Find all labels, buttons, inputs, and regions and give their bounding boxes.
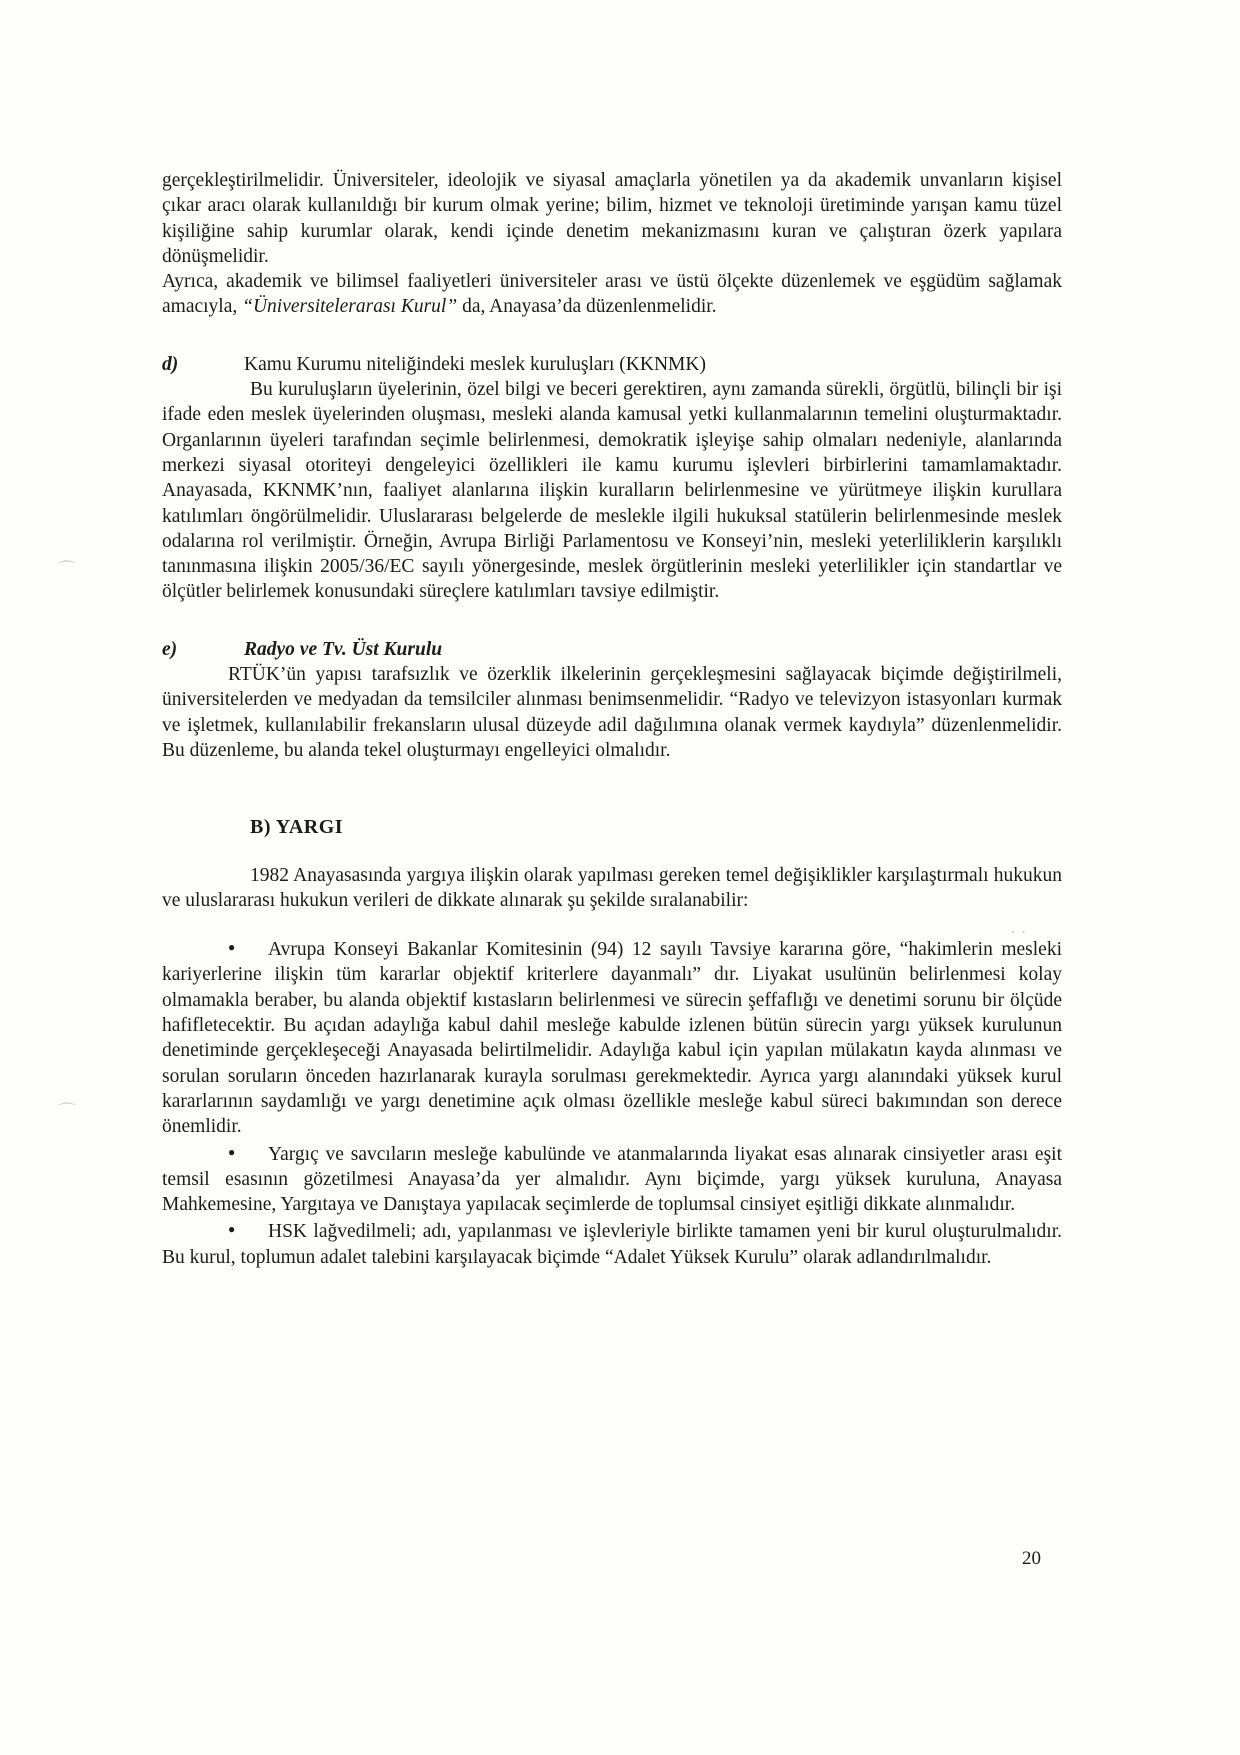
intro-paragraph-2 <box>162 269 1062 320</box>
section-b-heading: B) YARGI <box>250 816 344 839</box>
section-d-letter: d) <box>162 353 179 375</box>
intro-text-b: da, Anayasa’da düzenlenmelidir. <box>457 296 717 318</box>
intro-text-a: Ayrıca, akademik ve bilimsel faaliyetleri üniversiteler arası ve üstü ölçekte düzenlemek ve eşgüdüm sağlamak amacıyla, <box>162 271 1062 318</box>
list-item-text: Avrupa Konseyi Bakanlar Komitesinin (94) 12 sayılı Tavsiye kararına göre, “hakimlerin mesleki kariyerlerine ilişkin tüm kararlar objektif kriterlere dayanmalı” dır. Liyakat usulünün belirlenmesi kolay olmamakla beraber, bu alanda objektif kıstasların belirlenmesi ve sürecin şeffaflığı ve denetimi sorunu bir ölçüde hafifletecektir. Bu açıdan adaylığa kabul dahil mesleğe kabulde izlenen bütün sürecin yargı yüksek kurulunun denetiminde gerçekleşeceği Anayasada belirtilmelidir. Adaylığa kabul için yapılan mülakatın kayda alınması ve sorulan soruların önceden hazırlanarak kurayla sorulması gerekmektedir. Ayrıca yargı alanındaki yüksek kurul kararlarının saydamlığı ve yargı denetimine açık olması özellikle mesleğe kabul süreci bakımından son derece önemlidir. <box>162 939 1062 1138</box>
intro-paragraph: gerçekleştirilmelidir. Üniversiteler, ideolojik ve siyasal amaçlarla yönetilen ya da akademik unvanların kişisel çıkar aracı olarak kullanıldığı bir kurum olmak yerine; bilim, hizmet ve teknoloji üretiminde yarışan kamu tüzel kişiliğine sahip kurumlar olarak, kendi içinde denetim mekanizmasını kuran ve çalıştıran özerk yapılara dönüşmelidir. <box>162 170 1062 267</box>
list-item <box>162 935 1062 1139</box>
section-e-body: RTÜK’ün yapısı tarafsızlık ve özerklik ilkelerinin gerçekleşmesini sağlayacak biçimde değiştirilmeli, üniversitelerden ve medyadan da temsilciler alınması benimsenmelidir. “Radyo ve televizyon istasyonları kurmak ve işletmek, kullanılabilir frekansların ulusal düzeyde adil dağılımına olanak vermek kaydıyla” düzenlenmelidir. Bu düzenleme, bu alanda tekel oluşturmayı engelleyici olmalıdır. <box>162 664 1062 761</box>
list-item <box>162 1140 1062 1218</box>
list-item-text: Yargıç ve savcıların mesleğe kabulünde ve atanmalarında liyakat esas alınarak cinsiyetler arası eşit temsil esasının gözetilmesi Anayasa’da yer almalıdır. Aynı biçimde, yargı yüksek kuruluna, Anayasa Mahkemesine, Yargıtaya ve Danıştaya yapılacak seçimlerde de toplumsal cinsiyet eşitliği dikkate alınmalıdır. <box>162 1143 1062 1216</box>
page-number: 20 <box>1022 1548 1041 1569</box>
section-d-body: Bu kuruluşların üyelerinin, özel bilgi ve beceri gerektiren, aynı zamanda sürekli, örgütlü, bilinçli bir işi ifade eden meslek üyelerinden oluşması, mesleki alanda kamusal yetki kullanmalarının temelini oluşturmaktadır. Organlarının üyeleri tarafından seçimle belirlenmesi, demokratik işleyişe sahip olmaları nedeniyle, alanlarında merkezi siyasal otoriteyi dengeleyici özellikleri ile kamu kurumu işlevleri birbirlerini tamamlamaktadır. Anayasada, KKNMK’nın, faaliyet alanlarına ilişkin kuralların belirlenmesine ve yürütmeye ilişkin kurullara katılımları öngörülmelidir. Uluslararası belgelerde de meslekle ilgili hukuksal statülerin belirlenmesinde meslek odalarına rol verilmiştir. Örneğin, Avrupa Birliği Parlamentosu ve Konseyi’nin, mesleki yeterliliklerin karşılıklı tanınmasına ilişkin 2005/36/EC sayılı yönergesinde, meslek örgütlerinin mesleki yeterlilikler için standartlar ve ölçütler belirlemek konusundaki süreçlere katılımları tavsiye edilmiştir. <box>162 379 1062 603</box>
section-b-intro: 1982 Anayasasında yargıya ilişkin olarak yapılması gereken temel değişiklikler karşılaştırmalı hukukun ve uluslararası hukukun verileri de dikkate alınarak şu şekilde sıralanabilir: <box>162 864 1062 911</box>
section-e-title: Radyo ve Tv. Üst Kurulu <box>244 638 443 660</box>
list-item <box>162 1217 1062 1270</box>
section-d-heading <box>162 352 1062 377</box>
scan-mark-left-1: ⌒ <box>58 560 76 580</box>
bullet-icon: ● <box>228 1144 236 1159</box>
scan-mark-left-2: ⌒ <box>58 1102 76 1122</box>
section-e-letter: e) <box>162 638 178 660</box>
bullet-icon: ● <box>228 1222 236 1237</box>
intro-quote: “Üniversitelerarası Kurul” <box>242 296 458 318</box>
section-d-title: Kamu Kurumu niteliğindeki meslek kuruluşları (KKNMK) <box>244 353 706 375</box>
list-item-text: HSK lağvedilmeli; adı, yapılanması ve işlevleriyle birlikte tamamen yeni bir kurul oluşturulmalıdır. Bu kurul, toplumun adalet talebini karşılayacak biçimde “Adalet Yüksek Kurulu” olarak adlandırılmalıdır. <box>162 1221 1062 1268</box>
section-e-heading <box>162 637 1062 662</box>
scan-mark-right: · · <box>1010 922 1027 942</box>
bullet-icon: ● <box>228 940 236 955</box>
page-content <box>162 168 1062 1270</box>
